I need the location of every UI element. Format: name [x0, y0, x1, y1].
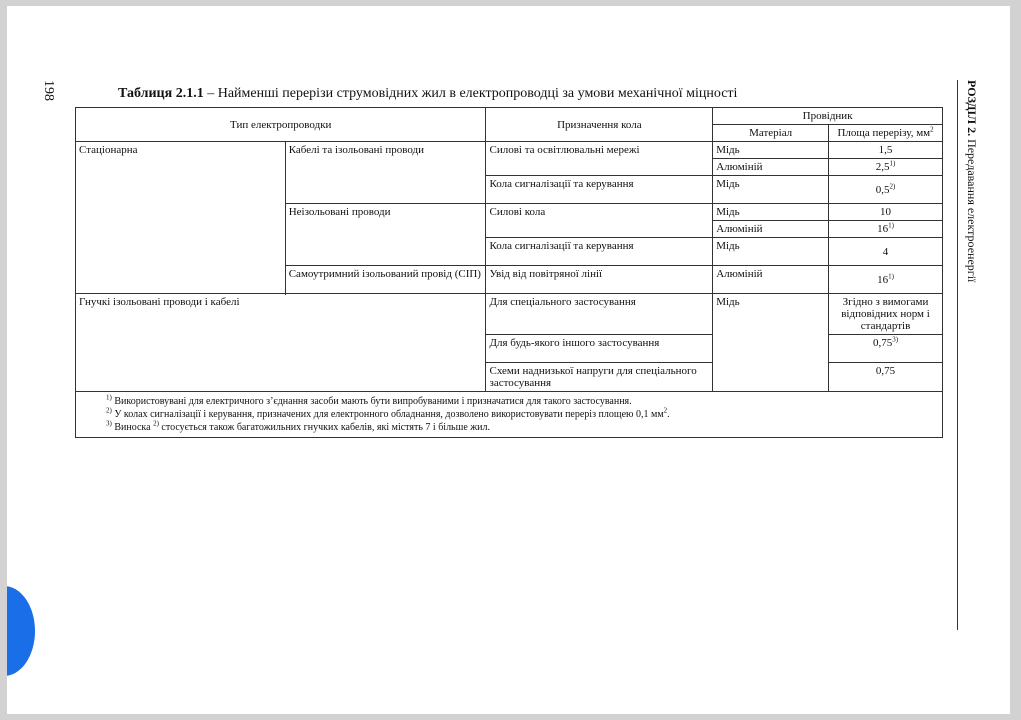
table-row	[76, 142, 943, 159]
floating-action-circle[interactable]	[7, 586, 35, 676]
cell-area: 0,75	[829, 363, 943, 392]
cell-special-use: Для спеціального застосування	[486, 294, 713, 335]
cell-flexible: Гнучкі ізольовані проводи і кабелі	[76, 294, 486, 392]
running-head	[964, 80, 979, 282]
header-material: Матеріал	[713, 125, 829, 142]
cell-other-use: Для будь-якого іншого застосування	[486, 335, 713, 363]
cross-section-table	[75, 107, 943, 438]
cell-signal-control: Кола сигналізації та керування	[486, 238, 713, 266]
cell-cables-insulated: Кабелі та ізольовані проводи	[285, 142, 486, 204]
cell-area: Згідно з вимогами відповідних норм і стандартів	[829, 294, 943, 335]
footnote-3: $^{3)}$ Виноска $^{2)}$ стосується також багатожильних гнучких кабелів, які містять 7 і більше жил.	[106, 419, 491, 433]
notes-row	[76, 392, 943, 438]
running-head-rule	[957, 80, 958, 630]
cell-overhead-entry: Увід від повітряної лінії	[486, 266, 713, 294]
cell-area: 0,5$^{2)}$	[829, 176, 943, 204]
cell-area: 2,5$^{1)}$	[829, 159, 943, 176]
header-purpose: Призначення кола	[486, 108, 713, 142]
cell-material: Мідь	[713, 204, 829, 221]
cell-power-lighting: Силові та освітлювальні мережі	[486, 142, 713, 176]
cell-material: Алюміній	[713, 159, 829, 176]
cell-material: Алюміній	[713, 266, 829, 294]
document-page	[7, 6, 1010, 714]
running-head-section: РОЗДІЛ 2.	[965, 80, 979, 137]
table-footnotes	[76, 392, 943, 438]
cell-material: Мідь	[713, 238, 829, 266]
cell-material: Мідь	[713, 176, 829, 204]
cell-uninsulated: Неізольовані проводи	[285, 204, 486, 266]
running-head-title: Передавання електроенергії	[965, 139, 979, 283]
cell-extra-low: Схеми наднизької напруги для спеціального застосування	[486, 363, 713, 392]
cell-power-circuits: Силові кола	[486, 204, 713, 238]
header-row-1	[76, 108, 943, 125]
footnote-2: $^{2)}$ У колах сигналізації і керування, призначених для електронного обладнання, дозволено використовувати переріз площею 0,1 $мм^2$.	[106, 406, 670, 420]
cell-stationary: Стаціонарна	[76, 142, 286, 294]
table-row	[76, 294, 943, 335]
table-number: Таблиця 2.1.1	[118, 86, 204, 101]
cell-signal-control: Кола сигналізації та керування	[486, 176, 713, 204]
cell-area: 0,75$^{3)}$	[829, 335, 943, 363]
header-conductor: Провідник	[713, 108, 943, 125]
table-caption	[118, 86, 737, 102]
cell-area: 1,5	[829, 142, 943, 159]
cell-sip: Самоутримний ізольований провід (СІП)	[285, 266, 486, 294]
page-number: 198	[41, 80, 56, 101]
cell-area: 16$^{1)}$	[829, 221, 943, 238]
table-title: – Найменші перерізи струмовідних жил в електропроводці за умови механічної міцності	[203, 86, 738, 101]
cell-material: Мідь	[713, 294, 829, 392]
cell-area: 16$^{1)}$	[829, 266, 943, 294]
footnote-1: $^{1)}$ Використовувані для електричного з’єднання засоби мають бути випробуваними і призначатися для такого застосування.	[106, 393, 632, 407]
cell-material: Мідь	[713, 142, 829, 159]
header-wiring-type: Тип електропроводки	[76, 108, 486, 142]
header-area: Площа перерізу, $мм^2$	[829, 125, 943, 142]
cell-area: 4	[829, 238, 943, 266]
cell-material: Алюміній	[713, 221, 829, 238]
cell-area: 10	[829, 204, 943, 221]
